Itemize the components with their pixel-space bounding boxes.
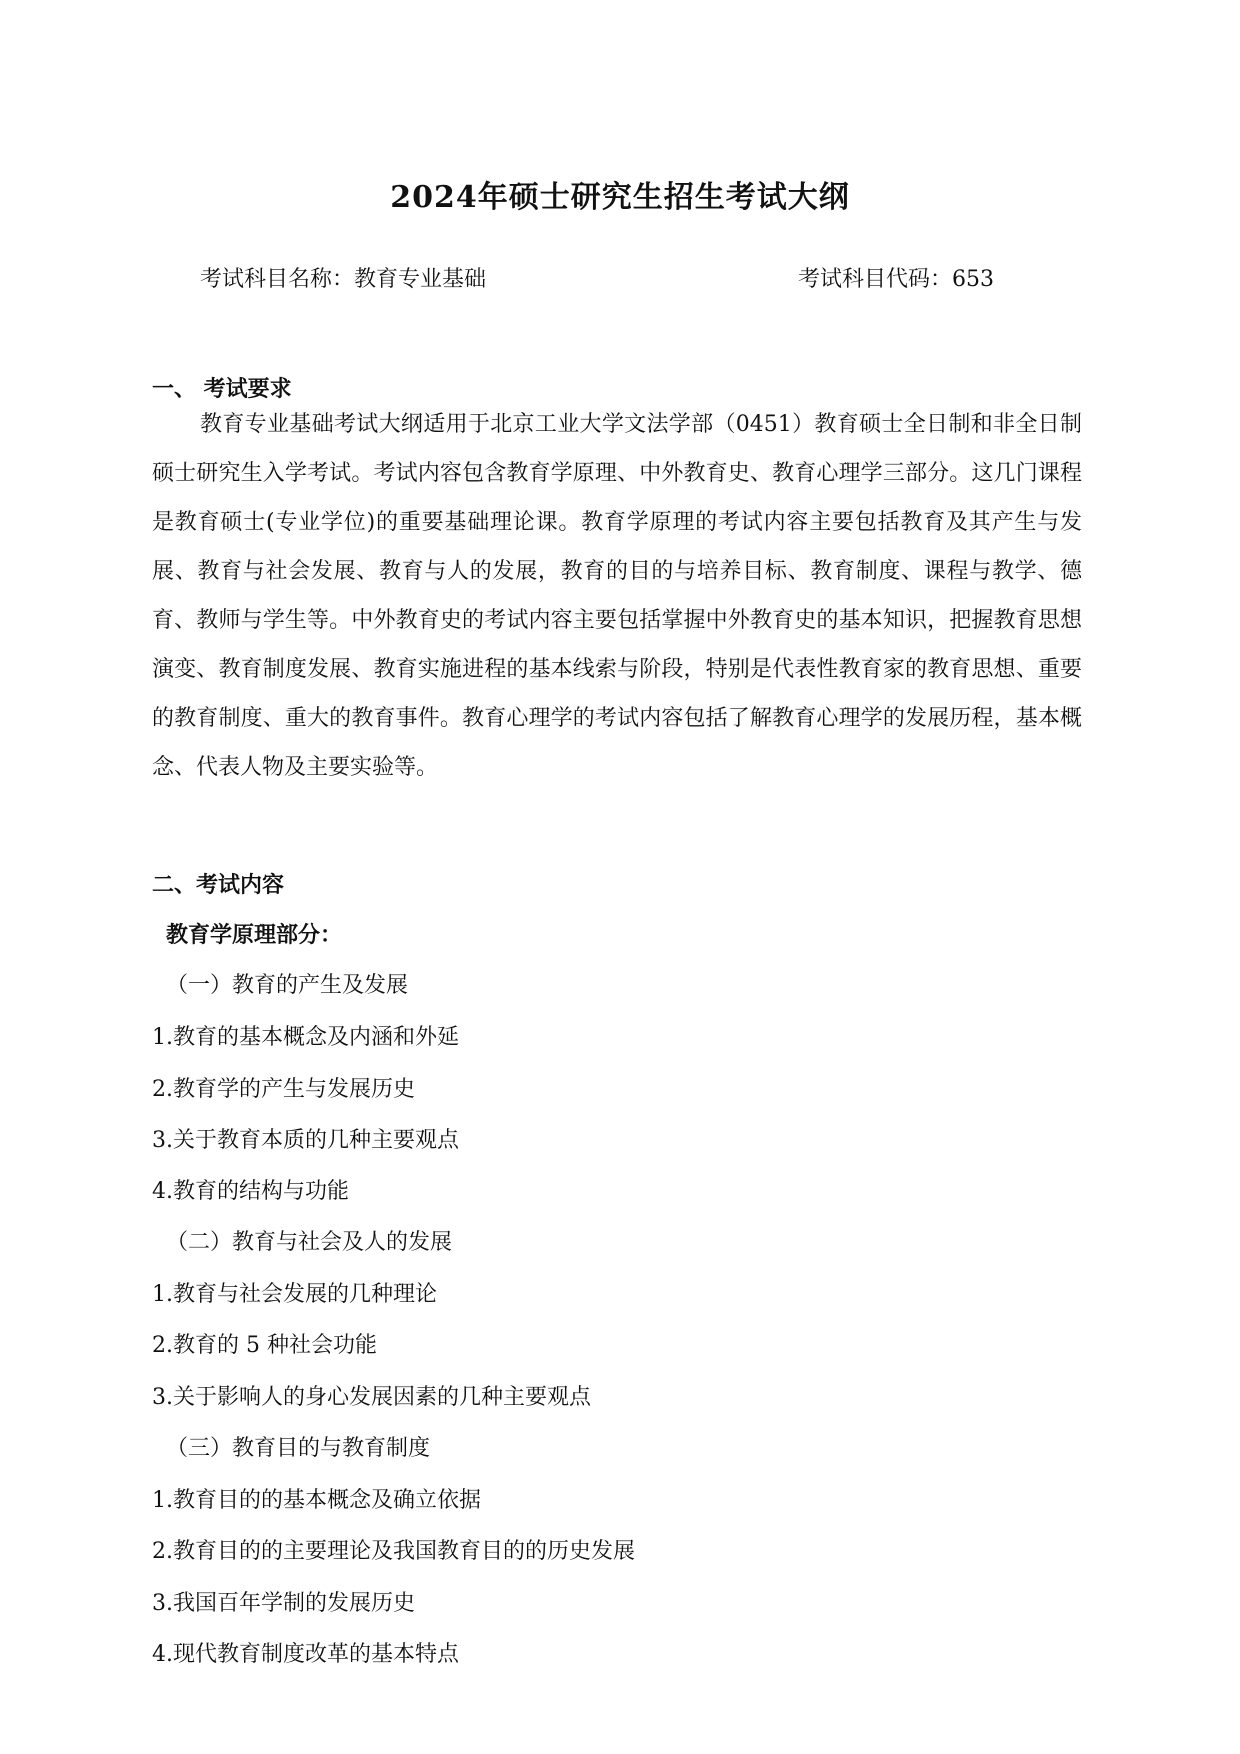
list-item: 2.教育学的产生与发展历史 [152,1077,415,1102]
section-heading-requirements: 一、 考试要求 [152,376,292,402]
subject-code [798,262,994,293]
list-item: 1.教育与社会发展的几种理论 [152,1282,437,1307]
list-item: 3.我国百年学制的发展历史 [152,1591,415,1616]
document-title: 2024年硕士研究生招生考试大纲 [390,180,850,215]
group-title: （二）教育与社会及人的发展 [166,1230,453,1255]
subject-code-value: 653 [952,267,995,292]
list-item: 2.教育目的的主要理论及我国教育目的的历史发展 [152,1539,635,1564]
section-heading-content: 二、考试内容 [152,872,285,898]
list-item: 1.教育目的的基本概念及确立依据 [152,1488,481,1513]
list-item: 2.教育的 5 种社会功能 [152,1333,377,1358]
subject-code-label: 考试科目代码： [798,267,953,292]
group-title: （三）教育目的与教育制度 [166,1436,431,1461]
list-item: 3.关于教育本质的几种主要观点 [152,1128,459,1153]
group-title: （一）教育的产生及发展 [166,973,409,998]
list-item: 4.教育的结构与功能 [152,1179,349,1204]
list-item: 4.现代教育制度改革的基本特点 [152,1642,459,1667]
subject-name-value: 教育专业基础 [354,267,487,292]
subject-name-label: 考试科目名称： [200,267,355,292]
list-item: 1.教育的基本概念及内涵和外延 [152,1025,459,1050]
requirements-paragraph: 教育专业基础考试大纲适用于北京工业大学文法学部（0451）教育硕士全日制和非全日制硕士研究生入学考试。考试内容包含教育学原理、中外教育史、教育心理学三部分。这几门课程是教育硕士(专业学位)的重要基础理论课。教育学原理的考试内容主要包括教育及其产生与发展、教育与社会发展、教育与人的发展，教育的目的与培养目标、教育制度、课程与教学、德育、教师与学生等。中外教育史的考试内容主要包括掌握中外教育史的基本知识，把握教育思想演变、教育制度发展、教育实施进程的基本线索与阶段，特别是代表性教育家的教育思想、重要的教育制度、重大的教育事件。教育心理学的考试内容包括了解教育心理学的发展历程，基本概念、代表人物及主要实验等。 [152,412,1082,780]
part-title: 教育学原理部分： [166,922,343,948]
list-item: 3.关于影响人的身心发展因素的几种主要观点 [152,1385,591,1410]
subject-name [200,262,486,293]
